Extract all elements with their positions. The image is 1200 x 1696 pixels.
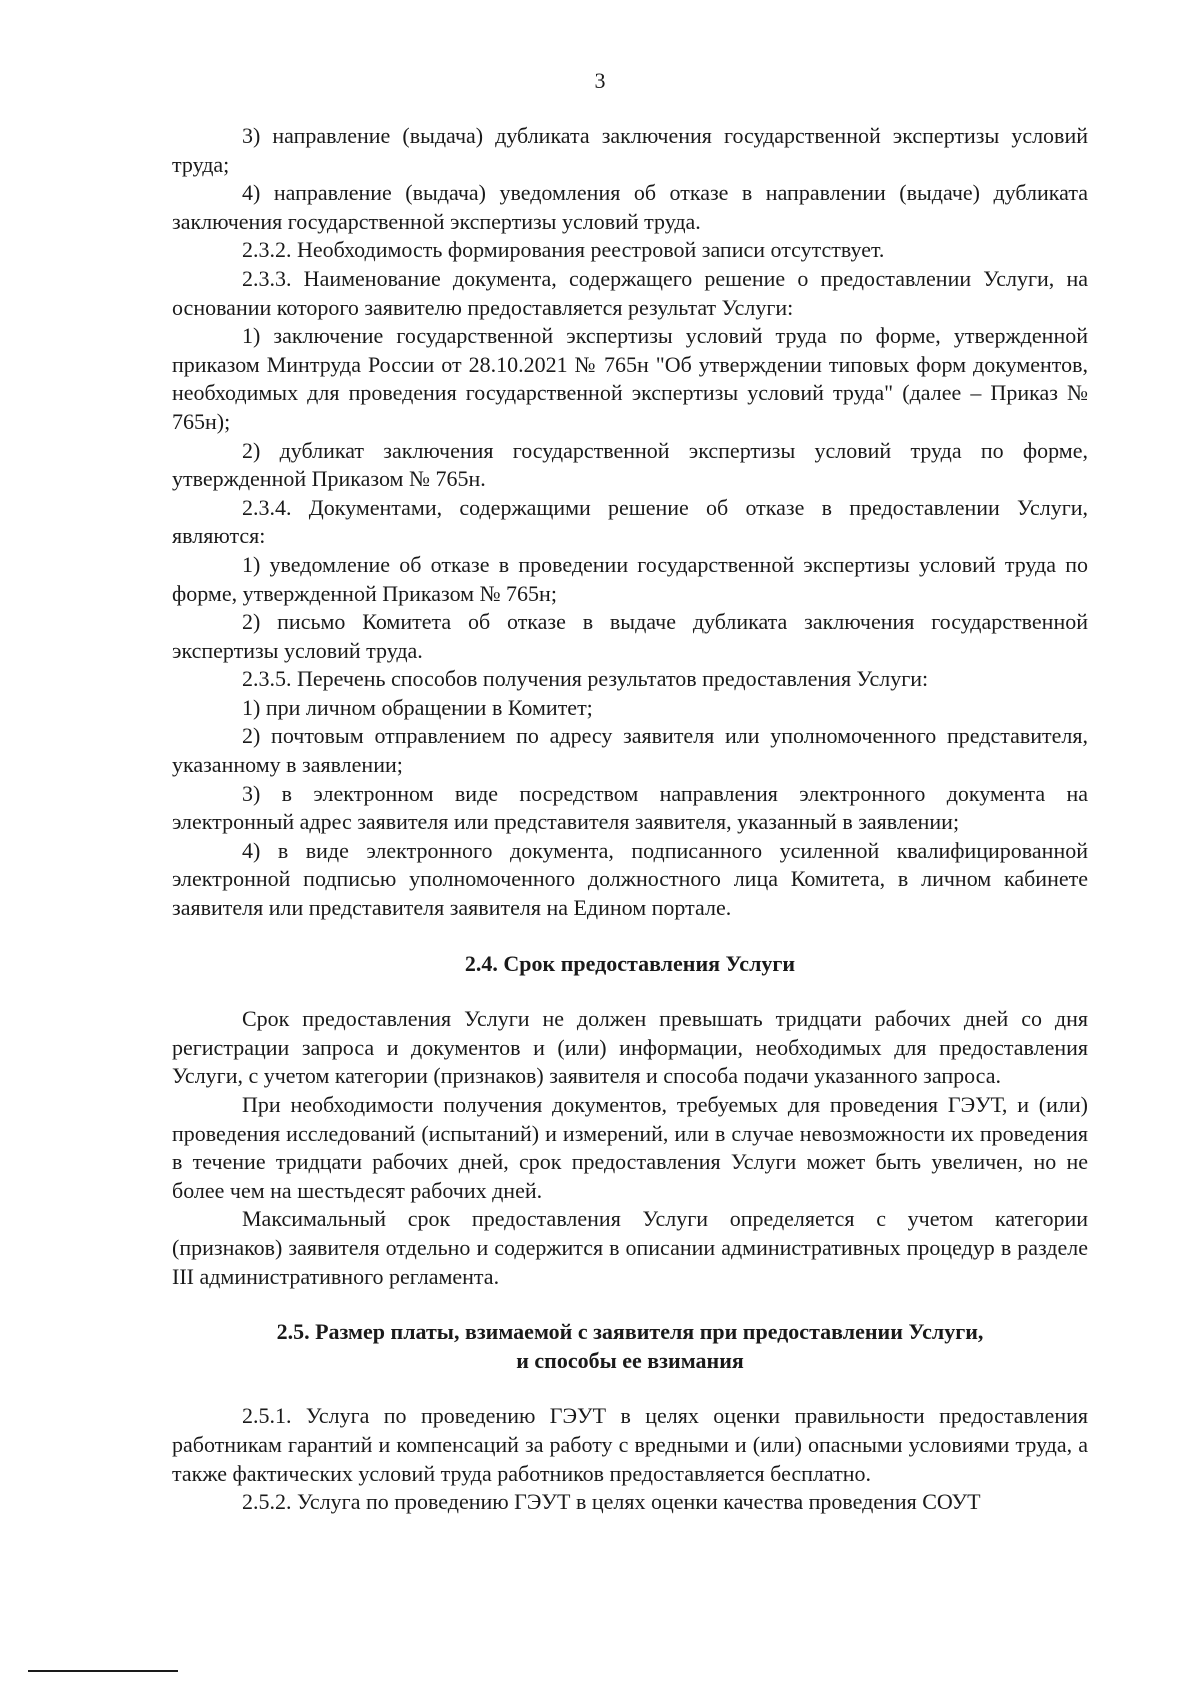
paragraph: 2) почтовым отправлением по адресу заявителя или уполномоченного представителя, указанному в заявлении; <box>172 723 1088 778</box>
section-heading-2-5-line-1: 2.5. Размер платы, взимаемой с заявителя при предоставлении Услуги, <box>276 1319 984 1345</box>
paragraph: 2) письмо Комитета об отказе в выдаче дубликата заключения государственной экспертизы условий труда. <box>172 609 1088 663</box>
paragraph: 3) направление (выдача) дубликата заключения государственной экспертизы условий труда; <box>172 123 1088 177</box>
paragraph: 1) уведомление об отказе в проведении государственной экспертизы условий труда по форме, утвержденной Приказом № 765н; <box>172 551 1088 606</box>
paragraph: 2.5.2. Услуга по проведению ГЭУТ в целях оценки качества проведения СОУТ <box>242 1489 981 1515</box>
paragraph: 4) в виде электронного документа, подписанного усиленной квалифицированной электронной подписью уполномоченного должностного лица Комитета, в личном кабинете заявителя или представителя заявителя на Едином портале. <box>172 837 1088 921</box>
paragraph: 2.3.5. Перечень способов получения результатов предоставления Услуги: <box>242 666 929 692</box>
document-body <box>172 122 1088 1517</box>
paragraph: 2.3.3. Наименование документа, содержащего решение о предоставлении Услуги, на основании которого заявителю предоставляется результат Услуги: <box>172 265 1088 320</box>
paragraph: 2) дубликат заключения государственной экспертизы условий труда по форме, утвержденной Приказом № 765н. <box>172 437 1088 492</box>
footnote-divider <box>28 1670 178 1672</box>
section-heading-2-4: 2.4. Срок предоставления Услуги <box>464 950 796 976</box>
paragraph: 1) при личном обращении в Комитет; <box>242 694 593 720</box>
paragraph: 4) направление (выдача) уведомления об отказе в направлении (выдаче) дубликата заключения государственной экспертизы условий труда. <box>172 180 1088 234</box>
page-number: 3 <box>594 68 606 93</box>
section-heading-2-5 <box>172 1318 1088 1375</box>
paragraph: 2.3.2. Необходимость формирования реестровой записи отсутствует. <box>242 237 885 263</box>
section-heading-2-5-line-2: и способы ее взимания <box>516 1347 744 1373</box>
paragraph: 1) заключение государственной экспертизы условий труда по форме, утвержденной приказом Минтруда России от 28.10.2021 № 765н "Об утверждении типовых форм документов, необходимых для проведения государственной экспертизы условий труда" (далее – Приказ № 765н); <box>172 323 1088 434</box>
paragraph: 2.5.1. Услуга по проведению ГЭУТ в целях оценки правильности предоставления работникам гарантий и компенсаций за работу с вредными и (или) опасными условиями труда, а также фактических условий труда работников предоставляется бесплатно. <box>172 1403 1088 1486</box>
paragraph: При необходимости получения документов, требуемых для проведения ГЭУТ, и (или) проведения исследований (испытаний) и измерений, или в случае невозможности их проведения в течение тридцати рабочих дней, срок предоставления Услуги может быть увеличен, но не более чем на шестьдесят рабочих дней. <box>172 1092 1088 1203</box>
paragraph: Срок предоставления Услуги не должен превышать тридцати рабочих дней со дня регистрации запроса и документов и (или) информации, необходимых для предоставления Услуги, с учетом категории (признаков) заявителя и способа подачи указанного запроса. <box>172 1006 1088 1089</box>
paragraph: 3) в электронном виде посредством направления электронного документа на электронный адрес заявителя или представителя заявителя, указанный в заявлении; <box>172 780 1088 835</box>
paragraph: 2.3.4. Документами, содержащими решение об отказе в предоставлении Услуги, являются: <box>172 494 1088 549</box>
paragraph: Максимальный срок предоставления Услуги определяется с учетом категории (признаков) заявителя отдельно и содержится в описании административных процедур в разделе III административного регламента. <box>172 1206 1088 1289</box>
